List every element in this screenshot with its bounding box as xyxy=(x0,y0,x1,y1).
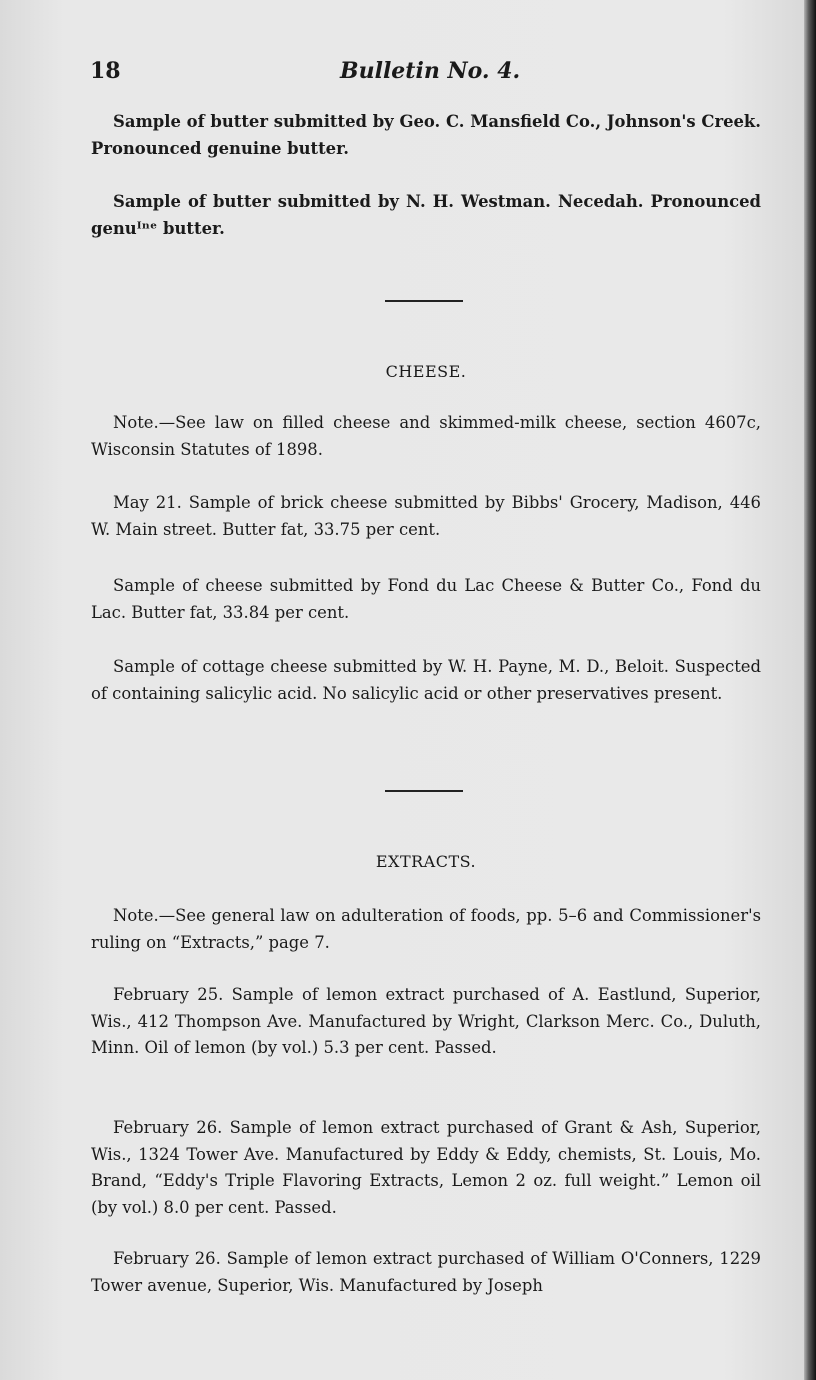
section-divider xyxy=(385,790,463,792)
extract-entry-3: February 26. Sample of lemon extract purchased of William O'Conners, 1229 Tower avenue, Superior, Wis. Manufactured by Joseph xyxy=(91,1249,761,1295)
extract-entry-1: February 25. Sample of lemon extract purchased of A. Eastlund, Superior, Wis., 412 Thompson Ave. Manufactured by Wright, Clarkson Merc. Co., Duluth, Minn. Oil of lemon (by vol.) 5.3 per cent. Passed. xyxy=(91,985,761,1057)
extract-entry-2: February 26. Sample of lemon extract purchased of Grant & Ash, Superior, Wis., 1324 Tower Ave. Manufactured by Eddy & Eddy, chemists, St. Louis, Mo. Brand, “Eddy's Triple Flavoring Extracts, Lemon 2 oz. full weight.” Lemon oil (by vol.) 8.0 per cent. Passed. xyxy=(91,1118,761,1217)
cheese-heading: CHEESE. xyxy=(385,362,467,381)
page-header xyxy=(90,58,760,92)
running-title: Bulletin No. 4. xyxy=(340,58,521,84)
section-divider xyxy=(385,300,463,302)
butter-entry-2: Sample of butter submitted by N. H. Westman. Necedah. Pronounced genuᴵⁿᵉ butter. xyxy=(91,192,761,238)
cheese-entry-3: Sample of cottage cheese submitted by W. H. Payne, M. D., Beloit. Suspected of containing salicylic acid. No salicylic acid or other preservatives present. xyxy=(91,657,761,703)
cheese-entry-2: Sample of cheese submitted by Fond du Lac Cheese & Butter Co., Fond du Lac. Butter fat, 33.84 per cent. xyxy=(91,576,761,622)
extracts-heading: EXTRACTS. xyxy=(375,852,477,871)
book-spine-shadow xyxy=(804,0,816,1380)
extracts-note: Note.—See general law on adulteration of foods, pp. 5–6 and Commissioner's ruling on “Extracts,” page 7. xyxy=(91,906,761,952)
cheese-entry-1: May 21. Sample of brick cheese submitted by Bibbs' Grocery, Madison, 446 W. Main street. Butter fat, 33.75 per cent. xyxy=(91,493,761,539)
butter-entry-1: Sample of butter submitted by Geo. C. Mansfield Co., Johnson's Creek. Pronounced genuine butter. xyxy=(91,112,761,158)
cheese-note: Note.—See law on filled cheese and skimmed-milk cheese, section 4607c, Wisconsin Statutes of 1898. xyxy=(91,413,761,459)
page-number: 18 xyxy=(90,58,121,84)
